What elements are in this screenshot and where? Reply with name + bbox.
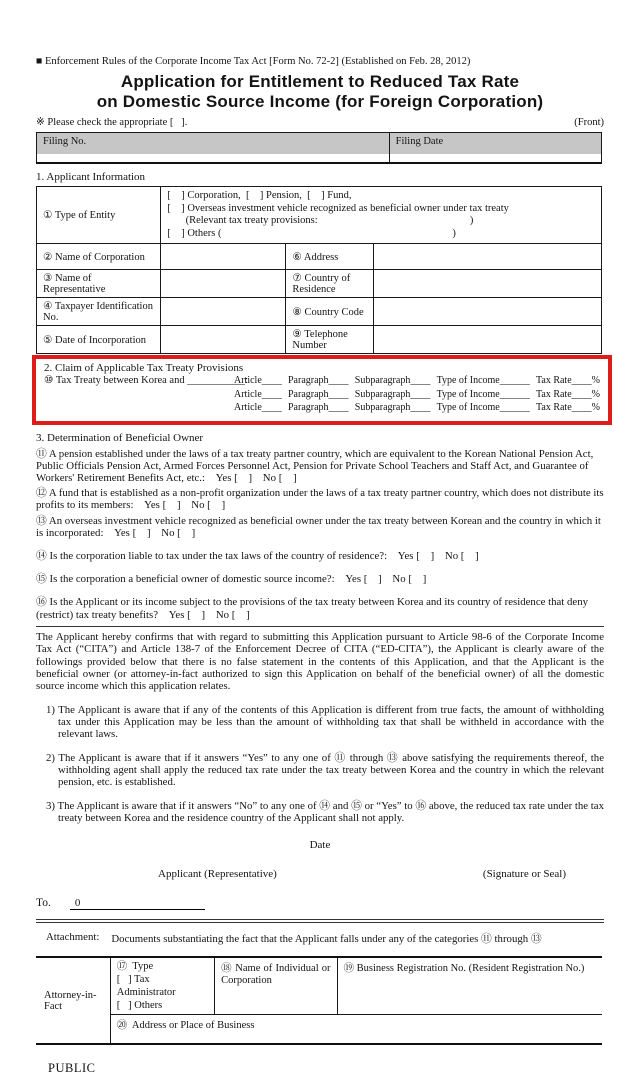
page-title — [36, 72, 604, 112]
country-of-residence-input[interactable] — [373, 270, 601, 298]
question-14-yes-checkbox[interactable]: Yes [ ] — [397, 549, 435, 562]
question-12-yes-checkbox[interactable]: Yes [ ] — [144, 499, 181, 512]
attorney-type-label: ⑰ Type — [116, 961, 154, 973]
attorney-registration-cell[interactable]: ⑲ Business Registration No. (Resident Registration No.) — [337, 957, 602, 1015]
question-11-no-checkbox[interactable]: No [ ] — [262, 471, 297, 484]
question-15-yes-checkbox[interactable]: Yes [ ] — [345, 573, 382, 586]
attorney-name-cell[interactable]: ⑱ Name of Individual or Corporation — [215, 957, 337, 1015]
type-of-income-blank-1[interactable]: Type of Income______ — [436, 375, 530, 386]
attorney-table — [36, 956, 602, 1045]
article-blank-3[interactable]: Article____ — [234, 402, 282, 413]
treaty-row-1 — [44, 374, 600, 388]
name-of-representative-input[interactable] — [161, 270, 286, 298]
question-16-no-checkbox[interactable]: No [ ] — [215, 608, 250, 621]
filing-no-cell[interactable] — [37, 133, 390, 164]
entity-option-overseas-vehicle[interactable]: [ ] Overseas investment vehicle recognized as beneficial owner under tax treaty — [167, 202, 509, 214]
paragraph-blank-1[interactable]: Paragraph____ — [288, 375, 349, 386]
entity-option-others[interactable]: [ ] Others ( ) — [167, 227, 456, 239]
type-of-entity-cell — [161, 187, 602, 244]
form-rule-text: ■ Enforcement Rules of the Corporate Income Tax Act [Form No. 72-2] (Established on Feb. 28, 2012) — [36, 56, 471, 67]
country-of-residence-label: ⑦ Country of Residence — [286, 270, 373, 298]
question-15 — [36, 573, 604, 585]
question-13-text: ⑬ An overseas investment vehicle recognized as beneficial owner under the tax treaty between Korean and the country in which it is incorporated: — [36, 514, 601, 539]
question-12-text: ⑫ A fund that is established as a non-profit organization under the laws of a tax treaty partner country, which does not distribute its profits to its members: — [36, 487, 604, 512]
question-11-yes-checkbox[interactable]: Yes [ ] — [215, 471, 253, 484]
attachment-row — [36, 923, 604, 956]
attachment-text: Documents substantiating the fact that the Applicant falls under any of the categories ⑪ through ⑬ — [111, 933, 542, 946]
question-12-no-checkbox[interactable]: No [ ] — [191, 499, 226, 512]
telephone-number-input[interactable] — [373, 326, 601, 354]
to-label: To. — [36, 897, 51, 910]
note-row — [36, 116, 604, 128]
applicant-representative-label: Applicant (Representative) — [158, 868, 277, 881]
confirmation-paragraph: The Applicant hereby confirms that with regard to submitting this Application pursuant to Article 98-6 of the Corporate Income Tax Act (“CITA”) and Article 138-7 of the Enforcement Decree of CITA (“ED-CITA”), the Applicant is clearly aware of the followings provided below that there is no false statement in the contents of this Application, and that the Applicant is the beneficial owner (or attorney-in-fact authorized to sign this Application on behalf of the beneficial owner) of all the domestic source income which this application relates. — [36, 630, 604, 693]
question-13-no-checkbox[interactable]: No [ ] — [161, 526, 196, 539]
page-title-line1: Application for Entitlement to Reduced Tax Rate — [120, 72, 520, 91]
to-row — [36, 897, 604, 910]
confirmation-item-2: 2) The Applicant is aware that if it answers “Yes” to any one of ⑪ through ⑬ above satisfying the requirements thereof, the withholding agent shall apply the reduced tax rate under the tax treaty between Korea and the country in which the relevant pension, etc. is established. — [46, 751, 604, 789]
paragraph-blank-2[interactable]: Paragraph____ — [288, 388, 349, 400]
name-of-corporation-input[interactable] — [161, 244, 286, 270]
entity-treaty-provisions-blank[interactable]: (Relevant tax treaty provisions: ) — [167, 215, 474, 226]
question-16-text: ⑯ Is the Applicant or its income subject to the provisions of the tax treaty between Korea and its country of residence that deny (restrict) tax treaty benefits? — [36, 596, 588, 621]
taxpayer-id-input[interactable] — [161, 298, 286, 326]
question-13 — [36, 515, 604, 539]
question-16-yes-checkbox[interactable]: Yes [ ] — [168, 608, 206, 621]
question-15-no-checkbox[interactable]: No [ ] — [392, 573, 427, 586]
type-of-income-blank-3[interactable]: Type of Income______ — [436, 402, 530, 413]
section1-heading: 1. Applicant Information — [36, 171, 146, 183]
type-of-income-blank-2[interactable]: Type of Income______ — [436, 388, 530, 400]
filing-table — [36, 132, 602, 164]
attachment-label: Attachment: — [46, 931, 100, 944]
page-title-line2: on Domestic Source Income (for Foreign Corporation) — [96, 92, 544, 111]
subparagraph-blank-3[interactable]: Subparagraph____ — [354, 402, 431, 413]
treaty-between-korea-blank[interactable]: ⑩ Tax Treaty between Korea and ___________: — [44, 375, 248, 386]
taxpayer-id-label: ④ Taxpayer Identification No. — [37, 298, 161, 326]
entity-option-corporation-pension-fund[interactable]: [ ] Corporation, [ ] Pension, [ ] Fund, — [167, 190, 352, 201]
attorney-others-checkbox[interactable]: [ ] Others — [116, 1000, 163, 1012]
type-of-entity-label: ① Type of Entity — [37, 187, 161, 244]
name-of-representative-label: ③ Name of Representative — [37, 270, 161, 298]
subparagraph-blank-2[interactable]: Subparagraph____ — [354, 388, 431, 400]
question-15-text: ⑮ Is the corporation a beneficial owner of domestic source income?: — [36, 573, 335, 586]
paragraph-blank-3[interactable]: Paragraph____ — [288, 402, 349, 413]
question-13-yes-checkbox[interactable]: Yes [ ] — [114, 526, 151, 539]
date-label: Date — [309, 839, 331, 852]
question-16 — [36, 596, 604, 620]
applicant-table — [36, 186, 602, 354]
article-blank-2[interactable]: Article____ — [234, 388, 282, 400]
attorney-in-fact-label: Attorney-in-Fact — [36, 957, 110, 1044]
signature-row — [36, 868, 604, 880]
section2-heading: 2. Claim of Applicable Tax Treaty Provisions — [44, 362, 244, 374]
tax-rate-blank-2[interactable]: Tax Rate____% — [535, 388, 600, 400]
front-label: (Front) — [574, 117, 604, 128]
question-11-text: ⑪ A pension established under the laws of a tax treaty partner country, which are equivalent to the Korean National Pension Act, Public Officials Pension Act, Armed Forces Personnel Act, Pension for Private School Teachers and Staff Act, and Guarantee of Workers' Retirement Benefits Act, etc.: — [36, 447, 594, 484]
question-14-text: ⑭ Is the corporation liable to tax under the tax laws of the country of residence?: — [36, 549, 388, 562]
tax-rate-blank-1[interactable]: Tax Rate____% — [535, 375, 600, 386]
country-code-label: ⑧ Country Code — [286, 298, 373, 326]
check-note: ※ Please check the appropriate [ ]. — [36, 117, 188, 128]
confirmation-item-3: 3) The Applicant is aware that if it answers “No” to any one of ⑭ and ⑮ or “Yes” to ⑯ above, the reduced tax rate under the tax treaty between Korea and the residence country of the Applicant shall not apply. — [46, 799, 604, 824]
treaty-row-2 — [44, 388, 600, 402]
signature-or-seal-label: (Signature or Seal) — [482, 868, 566, 881]
address-label: ⑥ Address — [286, 244, 373, 270]
question-11 — [36, 448, 604, 485]
filing-date-cell[interactable] — [389, 133, 601, 164]
country-code-input[interactable] — [373, 298, 601, 326]
filing-no-label: Filing No. — [37, 133, 389, 154]
question-14 — [36, 550, 604, 562]
question-14-no-checkbox[interactable]: No [ ] — [444, 549, 479, 562]
tax-rate-blank-3[interactable]: Tax Rate____% — [535, 402, 600, 413]
treaty-claim-highlight-box — [32, 355, 612, 425]
date-of-incorporation-input[interactable] — [161, 326, 286, 354]
public-label: PUBLIC — [48, 1061, 96, 1076]
section-divider — [36, 626, 604, 627]
attorney-type-cell — [110, 957, 214, 1015]
treaty-row-3 — [44, 401, 600, 415]
subparagraph-blank-1[interactable]: Subparagraph____ — [354, 375, 431, 386]
date-of-incorporation-label: ⑤ Date of Incorporation — [37, 326, 161, 354]
telephone-number-label: ⑨ Telephone Number — [286, 326, 373, 354]
section3-heading: 3. Determination of Beneficial Owner — [36, 431, 204, 444]
attorney-address-cell[interactable]: ⑳ Address or Place of Business — [110, 1015, 602, 1045]
confirmation-item-1: 1) The Applicant is aware that if any of the contents of this Application is different from true facts, the amount of withholding tax under this Application may be less than the amount of withholding tax that shall be withheld in accordance with the relevant laws. — [46, 703, 604, 741]
tax-administrator-checkbox[interactable]: [ ] Tax Administrator — [116, 974, 176, 999]
name-of-corporation-label: ② Name of Corporation — [37, 244, 161, 270]
address-input[interactable] — [373, 244, 601, 270]
to-recipient-field[interactable]: 0 — [70, 897, 205, 910]
question-12 — [36, 487, 604, 511]
article-blank-1[interactable]: Article____ — [234, 375, 282, 386]
filing-date-label: Filing Date — [390, 133, 601, 154]
